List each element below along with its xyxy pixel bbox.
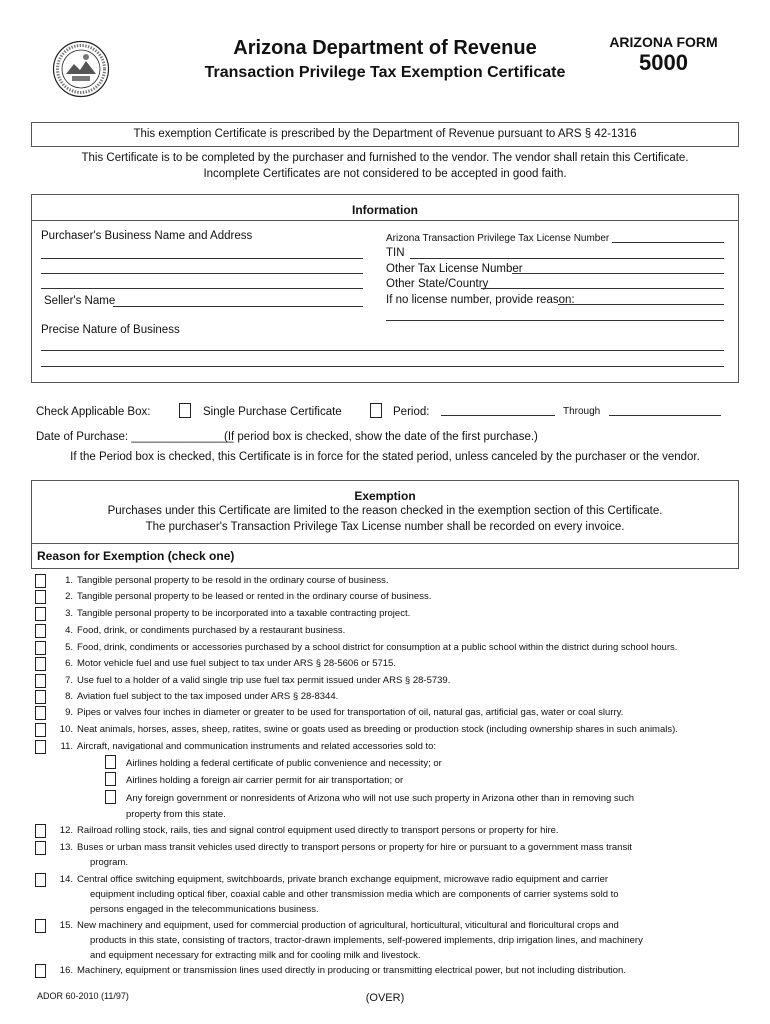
aircraft-sub-text: Airlines holding a federal certificate of public convenience and necessity; or: [126, 758, 442, 769]
reason-number: 11.: [60, 741, 73, 752]
other-license-label: Other Tax License Number: [386, 263, 523, 275]
period-force-note: If the Period box is checked, this Certificate is in force for the stated period, unless canceled by the purchaser or the vendor.: [70, 451, 700, 463]
exemption-line-2: The purchaser's Transaction Privilege Tax License number shall be recorded on every invoice.: [145, 521, 625, 533]
license-label: Arizona Transaction Privilege Tax License Number: [386, 233, 610, 244]
reason-item: [55, 823, 755, 838]
reason-text: Aircraft, navigational and communication instruments and related accessories sold to:: [77, 741, 437, 752]
aircraft-sub-2-checkbox[interactable]: [105, 772, 116, 786]
reason-9-checkbox[interactable]: [35, 706, 46, 720]
prescribed-text: This exemption Certificate is prescribed by the Department of Revenue pursuant to ARS § 42-1316: [133, 128, 637, 140]
check-box-label: Check Applicable Box:: [36, 406, 151, 418]
reason-14-checkbox[interactable]: [35, 873, 46, 887]
reason-number: 4.: [65, 625, 73, 636]
reason-number: 9.: [65, 707, 73, 718]
nature-line-1[interactable]: [41, 350, 724, 351]
reason-text: Tangible personal property to be resold in the ordinary course of business.: [77, 575, 389, 586]
reason-16-checkbox[interactable]: [35, 964, 46, 978]
reason-3-checkbox[interactable]: [35, 607, 46, 621]
reason-15-checkbox[interactable]: [35, 919, 46, 933]
reason-text: Central office switching equipment, switchboards, private branch exchange equipment, microwave radio equipment and carrier: [77, 874, 609, 885]
seller-name-line[interactable]: [113, 306, 363, 307]
purchaser-line-3[interactable]: [41, 288, 363, 289]
reason-item: [55, 673, 755, 688]
reason-number: 14.: [59, 874, 73, 885]
purchaser-line-2[interactable]: [41, 273, 363, 274]
reason-number: 12.: [59, 825, 73, 836]
reason-number: 5.: [65, 642, 73, 653]
reason-item: [55, 872, 755, 917]
reason-item: [55, 623, 755, 638]
reason-item: [55, 689, 755, 704]
reason-text-continued: persons engaged in the telecommunications business.: [90, 904, 319, 915]
reason-number: 8.: [65, 691, 73, 702]
reason-13-checkbox[interactable]: [35, 841, 46, 855]
reason-text: Tangible personal property to be leased or rented in the ordinary course of business.: [77, 591, 432, 602]
license-line[interactable]: [612, 242, 724, 243]
reason-item: [55, 963, 755, 978]
reason-number: 1.: [65, 575, 73, 586]
reason-5-checkbox[interactable]: [35, 641, 46, 655]
reason-text: Use fuel to a holder of a valid single trip use fuel tax permit issued under ARS § 28-5739.: [77, 675, 451, 686]
single-purchase-checkbox[interactable]: [179, 403, 191, 418]
reason-number: 10.: [59, 724, 73, 735]
other-state-line[interactable]: [481, 288, 724, 289]
reason-text: New machinery and equipment, used for commercial production of agricultural, horticultural, viticultural and floricultural crops and: [77, 920, 619, 931]
reason-number: 13.: [59, 842, 73, 853]
certificate-title: Transaction Privilege Tax Exemption Certificate: [204, 64, 566, 81]
reason-text-continued: and equipment necessary for extracting milk and for cooling milk and livestock.: [90, 950, 421, 961]
aircraft-sub-text-continued: property from this state.: [126, 809, 226, 820]
reason-item: [55, 739, 755, 754]
date-note: (If period box is checked, show the date of the first purchase.): [224, 431, 538, 443]
nature-line-2[interactable]: [41, 366, 724, 367]
department-title: Arizona Department of Revenue: [233, 37, 537, 59]
reason-8-checkbox[interactable]: [35, 690, 46, 704]
reason-item: [55, 656, 755, 671]
tin-line[interactable]: [410, 258, 724, 259]
reason-text: Food, drink, condiments or accessories purchased by a school district for consumption at a public school within the district during school hours.: [77, 642, 678, 653]
purchaser-label: Purchaser's Business Name and Address: [41, 230, 253, 242]
form-number: 5000: [639, 50, 688, 75]
reason-heading: Reason for Exemption (check one): [37, 549, 235, 563]
no-license-reason-line[interactable]: [558, 304, 724, 305]
reason-item: [55, 640, 755, 655]
nature-label: Precise Nature of Business: [41, 324, 180, 336]
form-id: ADOR 60-2010 (11/97): [37, 991, 129, 1001]
reason-text: Railroad rolling stock, rails, ties and signal control equipment used directly to transport persons or property for hire.: [77, 825, 559, 836]
reason-text: Aviation fuel subject to the tax imposed under ARS § 28-8344.: [77, 691, 339, 702]
aircraft-sub-3-checkbox[interactable]: [105, 790, 116, 804]
intro-line-2: Incomplete Certificates are not considered to be accepted in good faith.: [203, 168, 567, 180]
reason-10-checkbox[interactable]: [35, 723, 46, 737]
reason-number: 16.: [59, 965, 73, 976]
aircraft-sub-text: Any foreign government or nonresidents of Arizona who will not use such property in Arizona other than in removing such: [126, 793, 635, 804]
reason-text: Motor vehicle fuel and use fuel subject to tax under ARS § 28-5606 or 5715.: [77, 658, 396, 669]
reason-item: [55, 606, 755, 621]
purchaser-line-1[interactable]: [41, 258, 363, 259]
reason-12-checkbox[interactable]: [35, 824, 46, 838]
aircraft-sub-1-checkbox[interactable]: [105, 755, 116, 769]
reason-item: [55, 918, 755, 963]
exemption-heading: Exemption: [354, 489, 416, 503]
no-license-label: If no license number, provide reason:: [386, 294, 575, 306]
date-of-purchase[interactable]: Date of Purchase: ________________: [36, 431, 234, 443]
reason-11-checkbox[interactable]: [35, 740, 46, 754]
aircraft-sub-text: Airlines holding a foreign air carrier permit for air transportation; or: [126, 775, 404, 786]
reason-item: [55, 573, 755, 588]
reason-item: [55, 705, 755, 720]
tin-label: TIN: [386, 247, 405, 259]
other-state-label: Other State/Country: [386, 278, 489, 290]
reason-text: Tangible personal property to be incorporated into a taxable contracting project.: [77, 608, 411, 619]
reason-text: Pipes or valves four inches in diameter or greater to be used for transportation of oil, natural gas, artificial gas, water or coal slurry.: [77, 707, 624, 718]
period-label: Period:: [393, 406, 430, 418]
exemption-line-1: Purchases under this Certificate are limited to the reason checked in the exemption section of this Certificate.: [107, 505, 663, 517]
over-label: (OVER): [365, 992, 405, 1004]
reason-number: 7.: [65, 675, 73, 686]
seller-label: Seller's Name: [44, 295, 116, 307]
reason-item: [55, 840, 755, 870]
reason-item: [55, 722, 755, 737]
reason-text: Neat animals, horses, asses, sheep, ratites, swine or goats used as breeding or production stock (including ownership shares in such animals).: [77, 724, 678, 735]
through-label: Through: [563, 406, 601, 417]
intro-line-1: This Certificate is to be completed by the purchaser and furnished to the vendor. The vendor shall retain this Certificate.: [81, 152, 689, 164]
reason-text-continued: program.: [90, 857, 129, 868]
reason-text: Machinery, equipment or transmission lines used directly in producing or transmitting electrical power, but not including distribution.: [77, 965, 626, 976]
reason-number: 2.: [65, 591, 73, 602]
reason-text: Buses or urban mass transit vehicles used directly to transport persons or property for hire or pursuant to a government mass transit: [77, 842, 632, 853]
reason-7-checkbox[interactable]: [35, 674, 46, 688]
reason-6-checkbox[interactable]: [35, 657, 46, 671]
reason-2-checkbox[interactable]: [35, 590, 46, 604]
reason-text-continued: equipment including optical fiber, coaxial cable and other transmission media which are components of carrier systems sold to: [90, 889, 619, 900]
period-end-line[interactable]: [609, 415, 721, 416]
other-license-line[interactable]: [512, 273, 724, 274]
reason-number: 3.: [65, 608, 73, 619]
reason-number: 6.: [65, 658, 73, 669]
single-purchase-label: Single Purchase Certificate: [203, 406, 342, 418]
no-license-reason-line-2[interactable]: [386, 320, 724, 321]
information-heading: Information: [352, 203, 418, 217]
reason-text: Food, drink, or condiments purchased by a restaurant business.: [77, 625, 346, 636]
reason-number: 15.: [59, 920, 73, 931]
reason-1-checkbox[interactable]: [35, 574, 46, 588]
reason-item: [55, 589, 755, 604]
reason-text-continued: products in this state, consisting of tractors, tractor-drawn implements, self-powered implements, drip irrigation lines, and machinery: [90, 935, 643, 946]
reason-4-checkbox[interactable]: [35, 624, 46, 638]
form-label: ARIZONA FORM: [609, 34, 718, 50]
period-checkbox[interactable]: [370, 403, 382, 418]
prescribed-box: [31, 122, 739, 147]
period-start-line[interactable]: [441, 415, 555, 416]
